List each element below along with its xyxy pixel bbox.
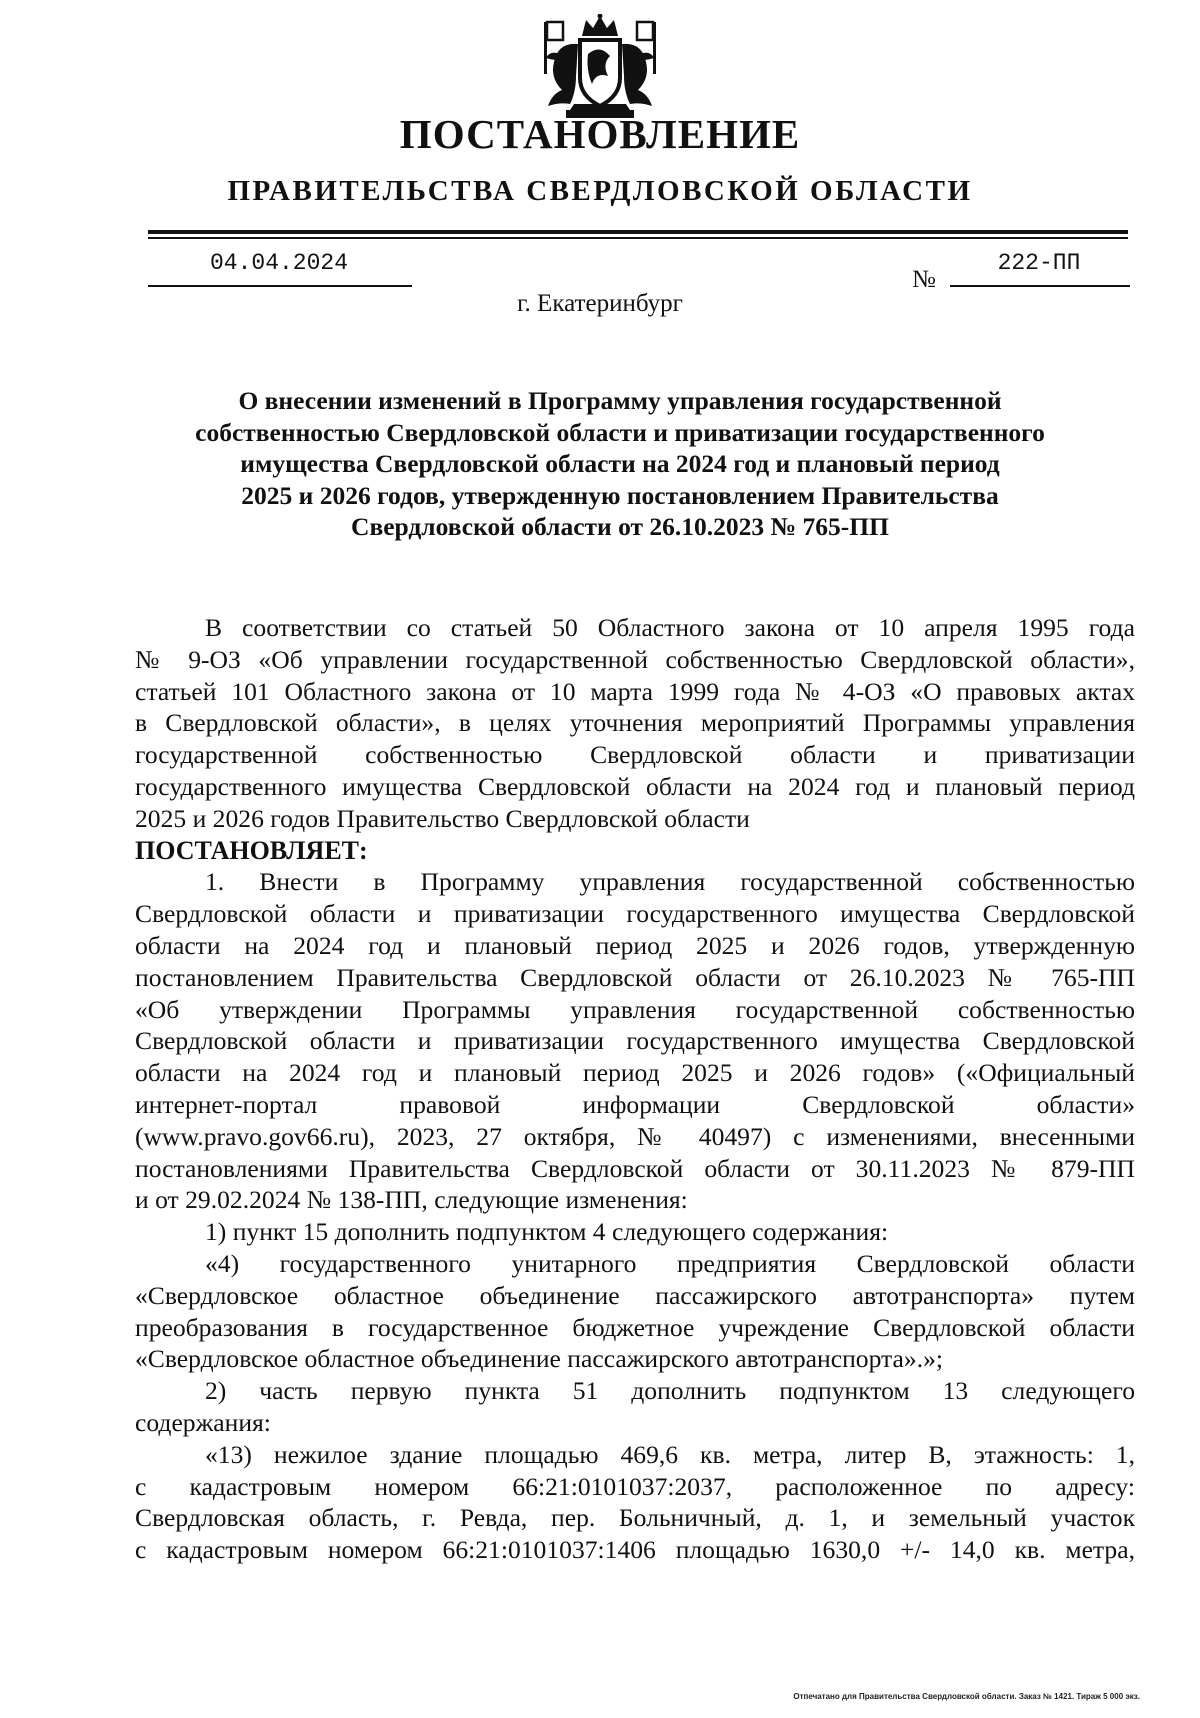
item1-line: интернет-портал правовой информации Свердловской области» (135, 1089, 1135, 1119)
print-note: Отпечатано для Правительства Свердловской области. Заказ № 1421. Тираж 5 000 экз. (793, 1692, 1140, 1701)
subitem1-line: «4) государственного унитарного предприятия Свердловской области (205, 1248, 1135, 1278)
item1-line: «Об утверждении Программы управления государственной собственностью (135, 994, 1135, 1024)
issuing-authority: ПРАВИТЕЛЬСТВА СВЕРДЛОВСКОЙ ОБЛАСТИ (227, 175, 973, 207)
item1-line: Свердловской области и приватизации государственного имущества Свердловской (135, 899, 1135, 929)
number-underline (950, 285, 1130, 287)
item1-line: (www.pravo.gov66.ru), 2023, 27 октября, № 40497) с изменениями, внесенными (135, 1121, 1135, 1151)
subitem2-line: Свердловская область, г. Ревда, пер. Больничный, д. 1, и земельный участок (135, 1503, 1135, 1533)
heading-line: О внесении изменений в Программу управления государственной (238, 386, 1002, 415)
document-title: ПОСТАНОВЛЕНИЕ (399, 111, 801, 157)
date-underline (148, 285, 412, 287)
item1-line: и от 29.02.2024 № 138-ПП, следующие изменения: (135, 1185, 688, 1215)
preamble-line: 2025 и 2026 годов Правительство Свердловской области (135, 803, 750, 833)
subitem2-intro-line: содержания: (135, 1407, 271, 1437)
subitem1-line: «Свердловское областное объединение пассажирского автотранспорта» путем (135, 1280, 1135, 1310)
preamble-line: В соответствии со статьей 50 Областного закона от 10 апреля 1995 года (205, 613, 1135, 642)
resolves-keyword: ПОСТАНОВЛЯЕТ: (135, 835, 368, 865)
header-rule-thin (148, 237, 1128, 239)
header-rule-thick (148, 230, 1128, 234)
heading-line: имущества Свердловской области на 2024 год и плановый период (240, 449, 1000, 478)
subitem1-line: «Свердловское областное объединение пассажирского автотранспорта».»; (135, 1344, 944, 1374)
heading-line: 2025 и 2026 годов, утвержденную постановлением Правительства (241, 480, 999, 510)
subitem2-intro-line: 2) часть первую пункта 51 дополнить подпунктом 13 следующего (205, 1376, 1135, 1406)
preamble-line: государственной собственностью Свердловской области и приватизации (135, 740, 1135, 770)
subitem2-line: «13) нежилое здание площадью 469,6 кв. метра, литер В, этажность: 1, (205, 1439, 1135, 1469)
document-heading (150, 385, 1090, 543)
subitem2-line: с кадастровым номером 66:21:0101037:1406 площадью 1630,0 +/- 14,0 кв. метра, (135, 1535, 1135, 1565)
subitem1-line: преобразования в государственное бюджетное учреждение Свердловской области (135, 1312, 1135, 1342)
document-date: 04.04.2024 (209, 250, 349, 276)
subitem1-intro: 1) пункт 15 дополнить подпунктом 4 следующего содержания: (205, 1217, 889, 1247)
city: г. Екатеринбург (517, 290, 683, 317)
item1-line: постановлениями Правительства Свердловской области от 30.11.2023 № 879-ПП (135, 1153, 1135, 1183)
item1-line: постановлением Правительства Свердловской области от 26.10.2023 № 765-ПП (135, 962, 1135, 992)
item1-line: 1. Внести в Программу управления государственной собственностью (205, 867, 1135, 897)
heading-line: собственностью Свердловской области и приватизации государственного (195, 417, 1045, 447)
heading-line: Свердловской области от 26.10.2023 № 765-ПП (351, 512, 889, 541)
preamble-line: в Свердловской области», в целях уточнения мероприятий Программы управления (135, 708, 1135, 738)
subitem2-line: с кадастровым номером 66:21:0101037:2037, расположенное по адресу: (135, 1471, 1135, 1501)
item1-line: области на 2024 год и плановый период 2025 и 2026 годов, утвержденную (135, 930, 1135, 960)
preamble-line: статьей 101 Областного закона от 10 марта 1999 года № 4-ОЗ «О правовых актах (135, 676, 1135, 706)
preamble-line: № 9-ОЗ «Об управлении государственной собственностью Свердловской области», (135, 644, 1135, 674)
document-body (135, 612, 1135, 1566)
document-number: 222-ПП (997, 250, 1081, 276)
item1-line: Свердловской области и приватизации государственного имущества Свердловской (135, 1026, 1135, 1056)
preamble-line: государственного имущества Свердловской области на 2024 год и плановый период (135, 771, 1135, 801)
item1-line: области на 2024 год и плановый период 2025 и 2026 годов» («Официальный (135, 1058, 1135, 1088)
number-sign: № (912, 266, 936, 293)
coat-of-arms-icon (530, 14, 670, 124)
